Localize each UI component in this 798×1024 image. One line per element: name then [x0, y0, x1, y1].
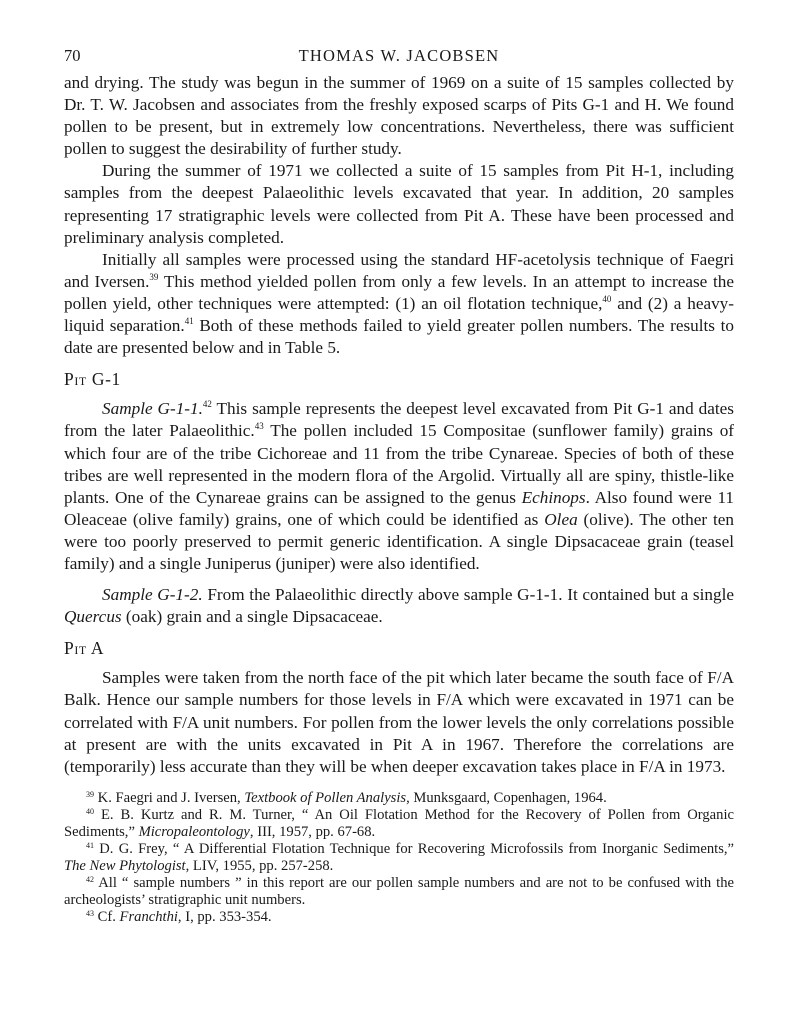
- sample-label: Sample G-1-2.: [102, 585, 203, 605]
- paragraph-pit-a: Samples were taken from the north face of the pit which later became the south face of F/A Balk. Hence our sample numbers for those levels in F/A which were excavated in 1971 can be correlated with F/A unit numbers. For pollen from the lower levels the only correlations possible at present are with the units excavated in Pit A in 1967. Therefore the correlations are (temporarily) less accurate than they will be when deeper excavation takes place in F/A in 1973.: [64, 668, 734, 776]
- paragraph-sample-g-1-1: Sample G-1-1.42 This sample represents the deepest level excavated from Pit G-1 and dates from the later Palaeolithic.$^{43}$ The pollen included 15 Compositae (sunflower family) grains of which four are of the tribe Cichoreae and 11 from the tribe Cynareae. Species of both of these tribes are well represented in the modern flora of the Argolid. Virtually all are spiny, thistle-like plants. One of the Cynareae grains can be assigned to the genus Echinops. Also found were 11 Oleaceae (olive family) grains, one of which could be identified as Olea (olive). The other ten were too poorly preserved to permit generic identification. A single Dipsacaceae grain (teasel family) and a single Juniperus (juniper) were also identified.: [64, 399, 735, 573]
- footnote-43: $^{43}$ Cf. Franchthi, I, pp. 353-354.: [86, 908, 272, 925]
- footnote-ref-42: 42: [202, 399, 212, 410]
- paragraph-processing: Initially all samples were processed using the standard HF-acetolysis technique of Faegri and Iversen.$^{39}$ This method yielded pollen from only a few levels. In an attempt to increase the pollen yield, other techniques were attempted: (1) an oil flotation technique,$^{40}$ and (2) a heavy-liquid separation.$^{41}$ Both of these methods failed to yield greater pollen numbers. The results to date are presented below and in Table 5.: [64, 249, 735, 358]
- footnote-42: $^{42}$ All “ sample numbers ” in this report are our pollen sample numbers and are not to be confused with the archeologists’ stratigraphic unit numbers.: [64, 874, 734, 908]
- section-heading-pit-a: Pit A: [64, 638, 105, 659]
- paragraph-summer-1971: During the summer of 1971 we collected a suite of 15 samples from Pit H-1, including samples from the deepest Palaeolithic levels excavated that year. In addition, 20 samples representing 17 stratigraphic levels were collected from Pit A. These have been processed and preliminary analysis completed.: [64, 161, 734, 247]
- footnote-ref-39: 39: [149, 271, 159, 282]
- sample-label: Sample G-1-1.: [102, 399, 203, 419]
- page-header: [64, 46, 734, 72]
- genus-olea: Olea: [544, 509, 578, 529]
- footnotes: [64, 790, 734, 926]
- paragraph-sample-g-1-2: Sample G-1-2. From the Palaeolithic directly above sample G-1-1. It contained but a single Quercus (oak) grain and a single Dipsacaceae.: [64, 585, 734, 627]
- genus-echinops: Echinops: [521, 487, 586, 507]
- section-heading-pit-g1: Pit G-1: [64, 369, 121, 390]
- footnote-41: $^{41}$ D. G. Frey, “ A Differential Flotation Technique for Recovering Microfossils from Inorganic Sediments,” The New Phytologist, LIV, 1955, pp. 257-258.: [64, 840, 734, 874]
- footnote-40: $^{40}$ E. B. Kurtz and R. M. Turner, “ An Oil Flotation Method for the Recovery of Pollen from Organic Sediments,” Micropaleontology, III, 1957, pp. 67-68.: [64, 806, 734, 840]
- footnote-ref-43: 43: [254, 421, 264, 432]
- paragraph-drying: and drying. The study was begun in the summer of 1969 on a suite of 15 samples collected by Dr. T. W. Jacobsen and associates from the freshly exposed scarps of Pits G-1 and H. We found pollen to be present, but in extremely low concentrations. Nevertheless, there was sufficient pollen to suggest the desirability of further study.: [64, 73, 734, 159]
- running-head: THOMAS W. JACOBSEN: [298, 46, 500, 65]
- genus-quercus: Quercus: [64, 607, 122, 627]
- footnote-39: $^{39}$ K. Faegri and J. Iversen, Textbook of Pollen Analysis, Munksgaard, Copenhagen, 1964.: [86, 789, 607, 806]
- page: [64, 46, 734, 926]
- footnote-ref-40: 40: [602, 293, 612, 304]
- page-number: 70: [64, 46, 81, 65]
- footnote-ref-41: 41: [184, 316, 194, 327]
- body-text: [64, 72, 734, 778]
